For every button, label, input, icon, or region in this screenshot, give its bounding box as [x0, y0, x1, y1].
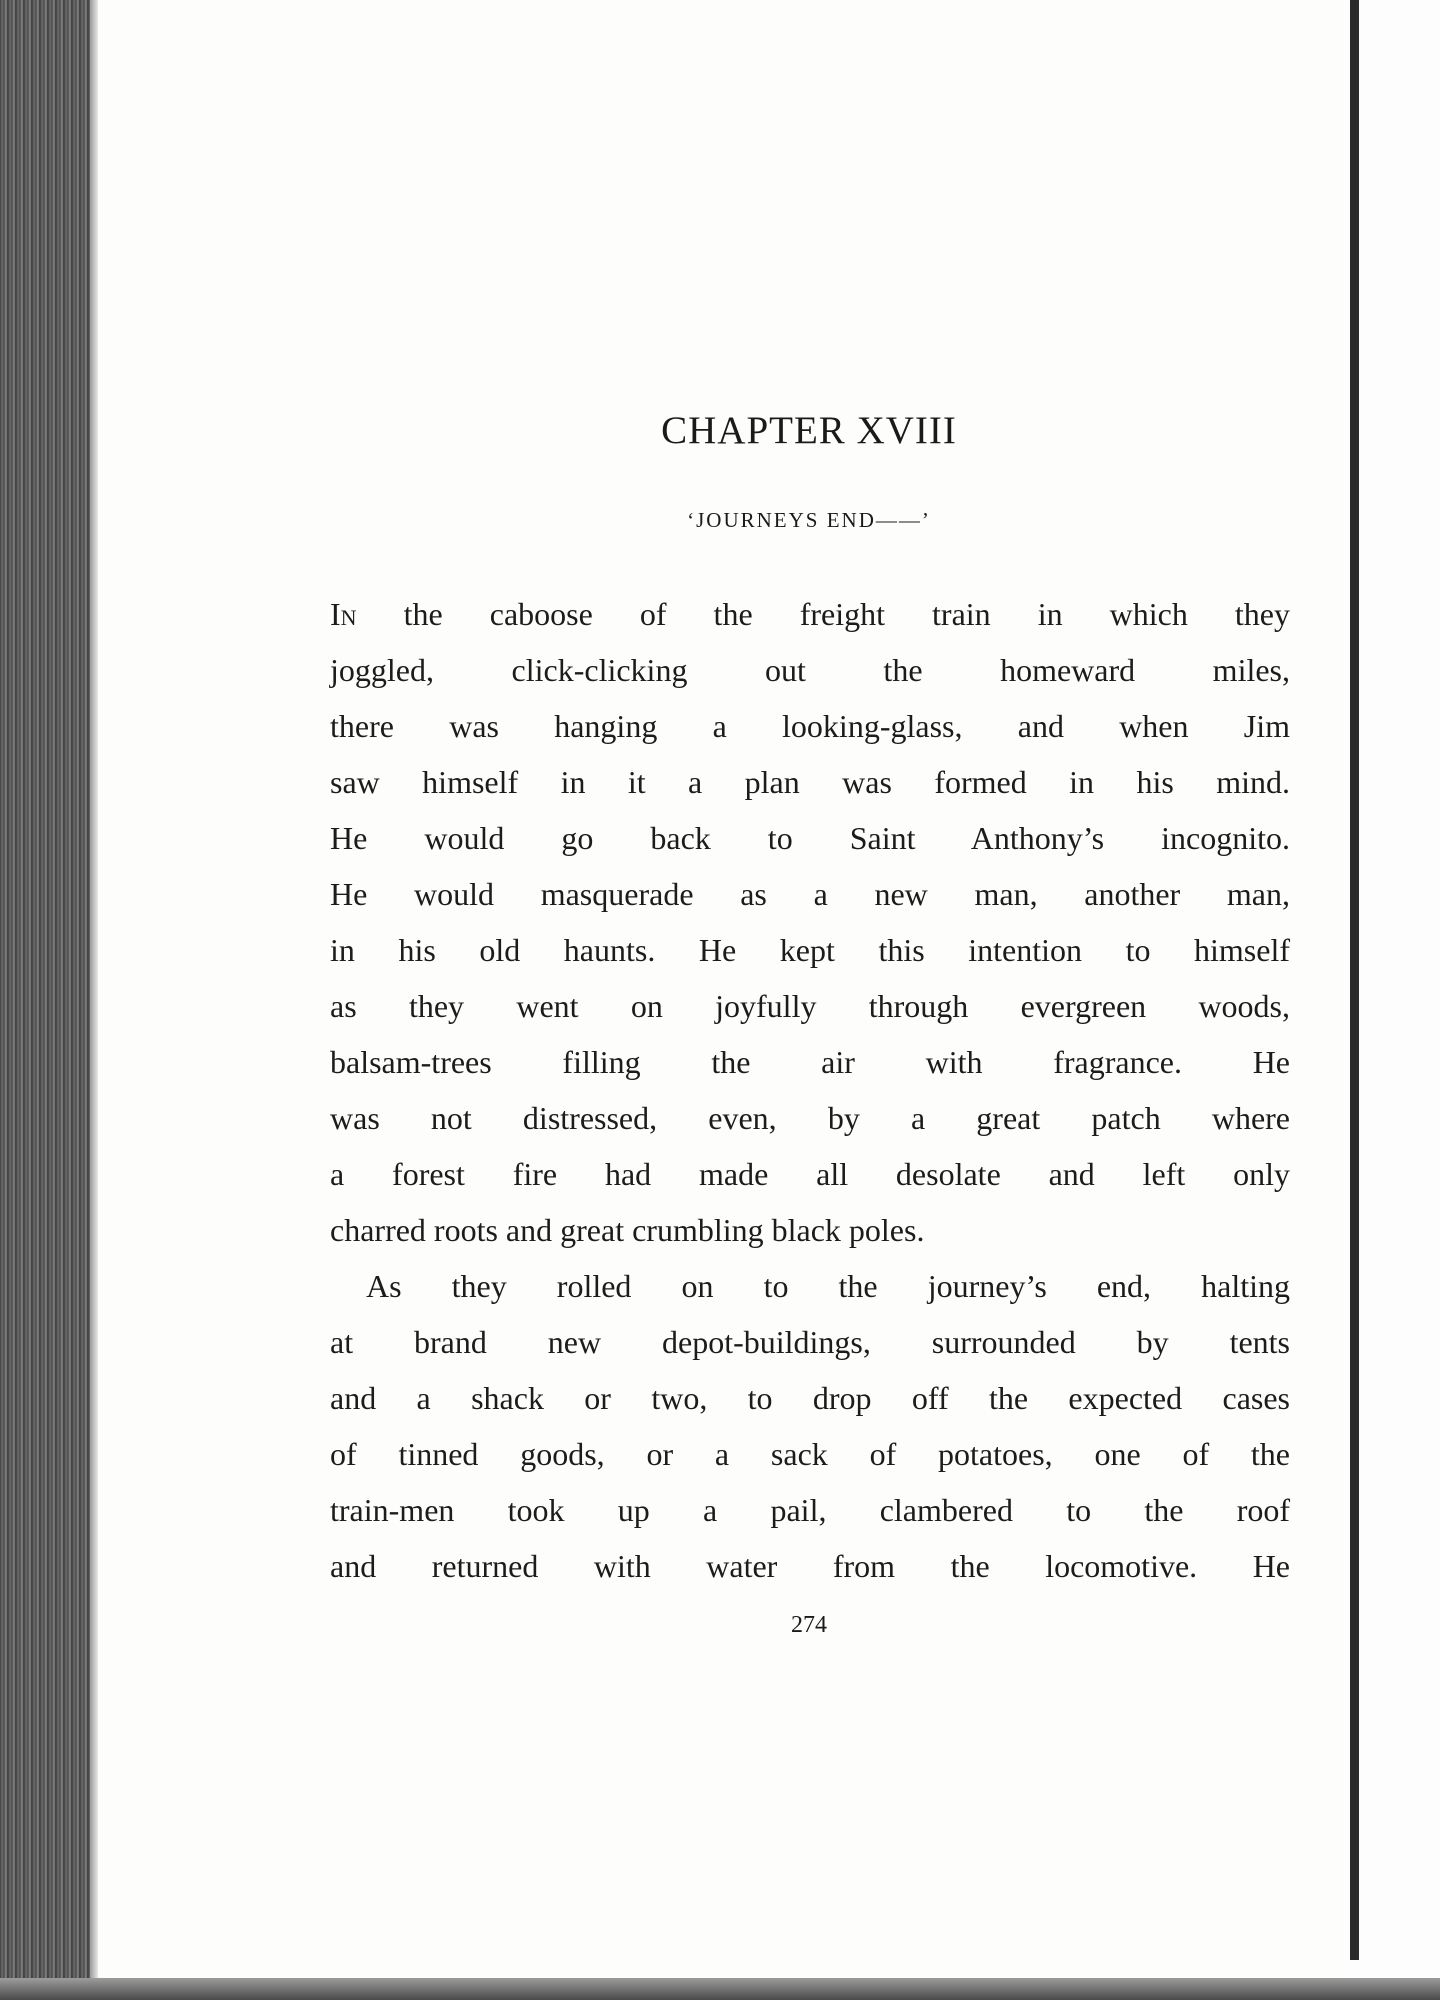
text-line: balsam-trees filling the air with fragrance. He	[330, 1044, 1290, 1080]
text-line: a forest fire had made all desolate and left only	[330, 1156, 1290, 1192]
text-line: In the caboose of the freight train in which they	[330, 596, 1290, 632]
text-line: saw himself in it a plan was formed in his mind.	[330, 764, 1290, 800]
text-line: charred roots and great crumbling black poles.	[330, 1212, 925, 1248]
paragraph-2	[330, 1258, 1290, 1594]
text-line: was not distressed, even, by a great patch where	[330, 1100, 1290, 1136]
text-line: joggled, click-clicking out the homeward miles,	[330, 652, 1290, 688]
text-line: there was hanging a looking-glass, and when Jim	[330, 708, 1290, 744]
cover-board-edge	[1350, 0, 1440, 2000]
chapter-subtitle: ‘JOURNEYS END——’	[687, 508, 931, 532]
text-line: of tinned goods, or a sack of potatoes, one of the	[330, 1436, 1290, 1472]
body-text	[330, 586, 1290, 1594]
text-line: He would go back to Saint Anthony’s incognito.	[330, 820, 1290, 856]
bottom-edge	[0, 1978, 1440, 2000]
text-line: in his old haunts. He kept this intention to himself	[330, 932, 1290, 968]
text-line: and a shack or two, to drop off the expected cases	[330, 1380, 1290, 1416]
text-line: train-men took up a pail, clambered to the roof	[330, 1492, 1290, 1528]
text-line: and returned with water from the locomotive. He	[330, 1548, 1290, 1584]
text-line: as they went on joyfully through evergreen woods,	[330, 988, 1290, 1024]
chapter-title: CHAPTER XVIII	[661, 409, 957, 452]
paragraph-1	[330, 586, 1290, 1258]
page-edge-binding	[0, 0, 92, 2000]
drop-word: In	[330, 596, 357, 632]
page-number: 274	[791, 1612, 827, 1638]
text-line: As they rolled on to the journey’s end, halting	[366, 1268, 1290, 1304]
book-page	[98, 0, 1350, 1978]
text-line: He would masquerade as a new man, another man,	[330, 876, 1290, 912]
text-line: at brand new depot-buildings, surrounded by tents	[330, 1324, 1290, 1360]
